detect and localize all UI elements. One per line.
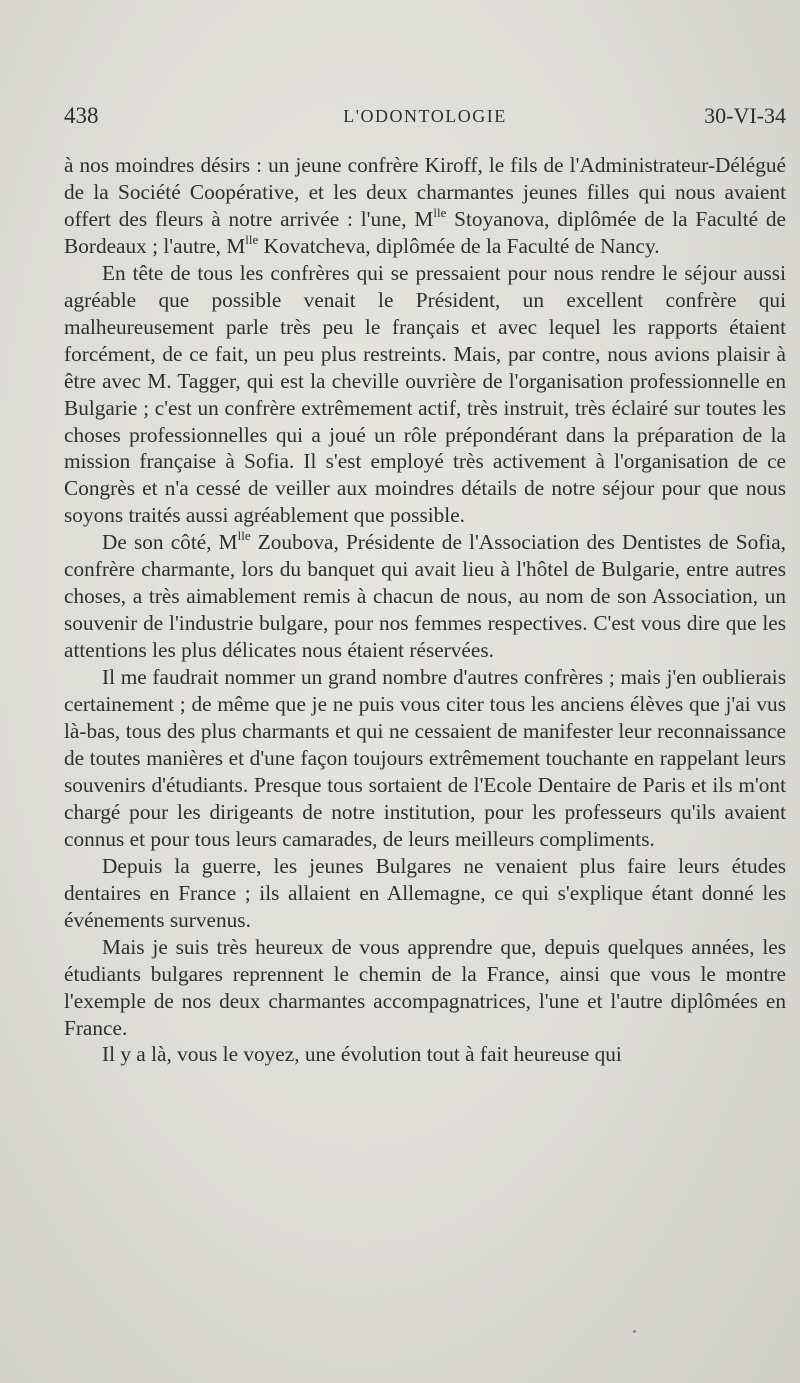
paragraph [64,529,786,664]
paragraph [64,152,786,260]
paragraph-text: Zoubova, Présidente de l'Association des Dentistes de Sofia, confrère charmante, lors du banquet qui avait lieu à l'hôtel de Bulgarie, entre autres choses, a très aimablement remis à chacun de nous, au nom de son Association, un souvenir de l'industrie bulgare, pour nos femmes respectives. C'est vous dire que les attentions les plus délicates nous étaient réservées. [64,530,786,663]
paragraph [64,853,786,934]
paragraph-text: à nos moindres désirs : un jeune confrère Kiroff, le fils de l'Administrateur-Délégué de la Société Coopérative, et les deux charmantes jeunes filles qui nous avaient offert des fleurs à notre arrivée : l'une, M [64,153,786,231]
paragraph [64,1041,786,1068]
issue-date: 30-VI-34 [704,103,786,128]
running-head [64,103,786,133]
paper-speck [633,1330,636,1333]
paragraph-text: De son côté, M [102,530,238,555]
paragraph-text: Il y a là, vous le voyez, une évolution tout à fait heureuse qui [102,1042,622,1067]
superscript-abbrev: lle [245,231,259,247]
paragraph [64,260,786,530]
paragraph [64,664,786,853]
paragraph-text: En tête de tous les confrères qui se pressaient pour nous rendre le séjour aussi agréable que possible venait le Président, un excellent confrère qui malheureusement parle très peu le français et avec lequel les rapports étaient forcément, de ce fait, un peu plus restreints. Mais, par contre, nous avions plaisir à être avec M. Tagger, qui est la cheville ouvrière de l'organisation professionnelle en Bulgarie ; c'est un confrère extrêmement actif, très instruit, très éclairé sur toutes les choses professionnelles qui a joué un rôle prépondérant dans la préparation de la mission française à Sofia. Il s'est employé très activement à l'organisation de ce Congrès et n'a cessé de veiller aux moindres détails de notre séjour pour que nous soyons traités aussi agréablement que possible. [64,260,786,528]
superscript-abbrev: lle [433,204,447,220]
page-number: 438 [64,103,99,128]
superscript-abbrev: lle [237,528,251,544]
paragraph-text: Depuis la guerre, les jeunes Bulgares ne venaient plus faire leurs études dentaires en France ; ils allaient en Allemagne, ce qui s'explique étant donné les événements survenus. [64,853,786,932]
paragraph-text: Il me faudrait nommer un grand nombre d'autres confrères ; mais j'en oublierais certainement ; de même que je ne puis vous citer tous les anciens élèves que j'ai vus là-bas, tous des plus charmants et qui ne cessaient de manifester leur reconnaissance de toutes manières et d'une façon toujours extrêmement touchante en rappelant leurs souvenirs d'étudiants. Presque tous sortaient de l'Ecole Dentaire de Paris et ils m'ont chargé pour les dirigeants de notre institution, pour les professeurs qu'ils avaient connus et pour tous leurs camarades, de leurs meilleurs compliments. [64,665,786,851]
body-text [64,152,786,1068]
journal-title: L'ODONTOLOGIE [343,106,507,126]
paragraph-text: Stoyanova, diplômée de la Faculté de Bordeaux ; l'autre, M [64,206,786,258]
paragraph-text: Kovatcheva, diplômée de la Faculté de Nancy. [258,233,660,258]
paragraph-text: Mais je suis très heureux de vous apprendre que, depuis quelques années, les étudiants bulgares reprennent le chemin de la France, ainsi que vous le montre l'exemple de nos deux charmantes accompagnatrices, l'une et l'autre diplômées en France. [64,934,786,1040]
paragraph [64,934,786,1042]
